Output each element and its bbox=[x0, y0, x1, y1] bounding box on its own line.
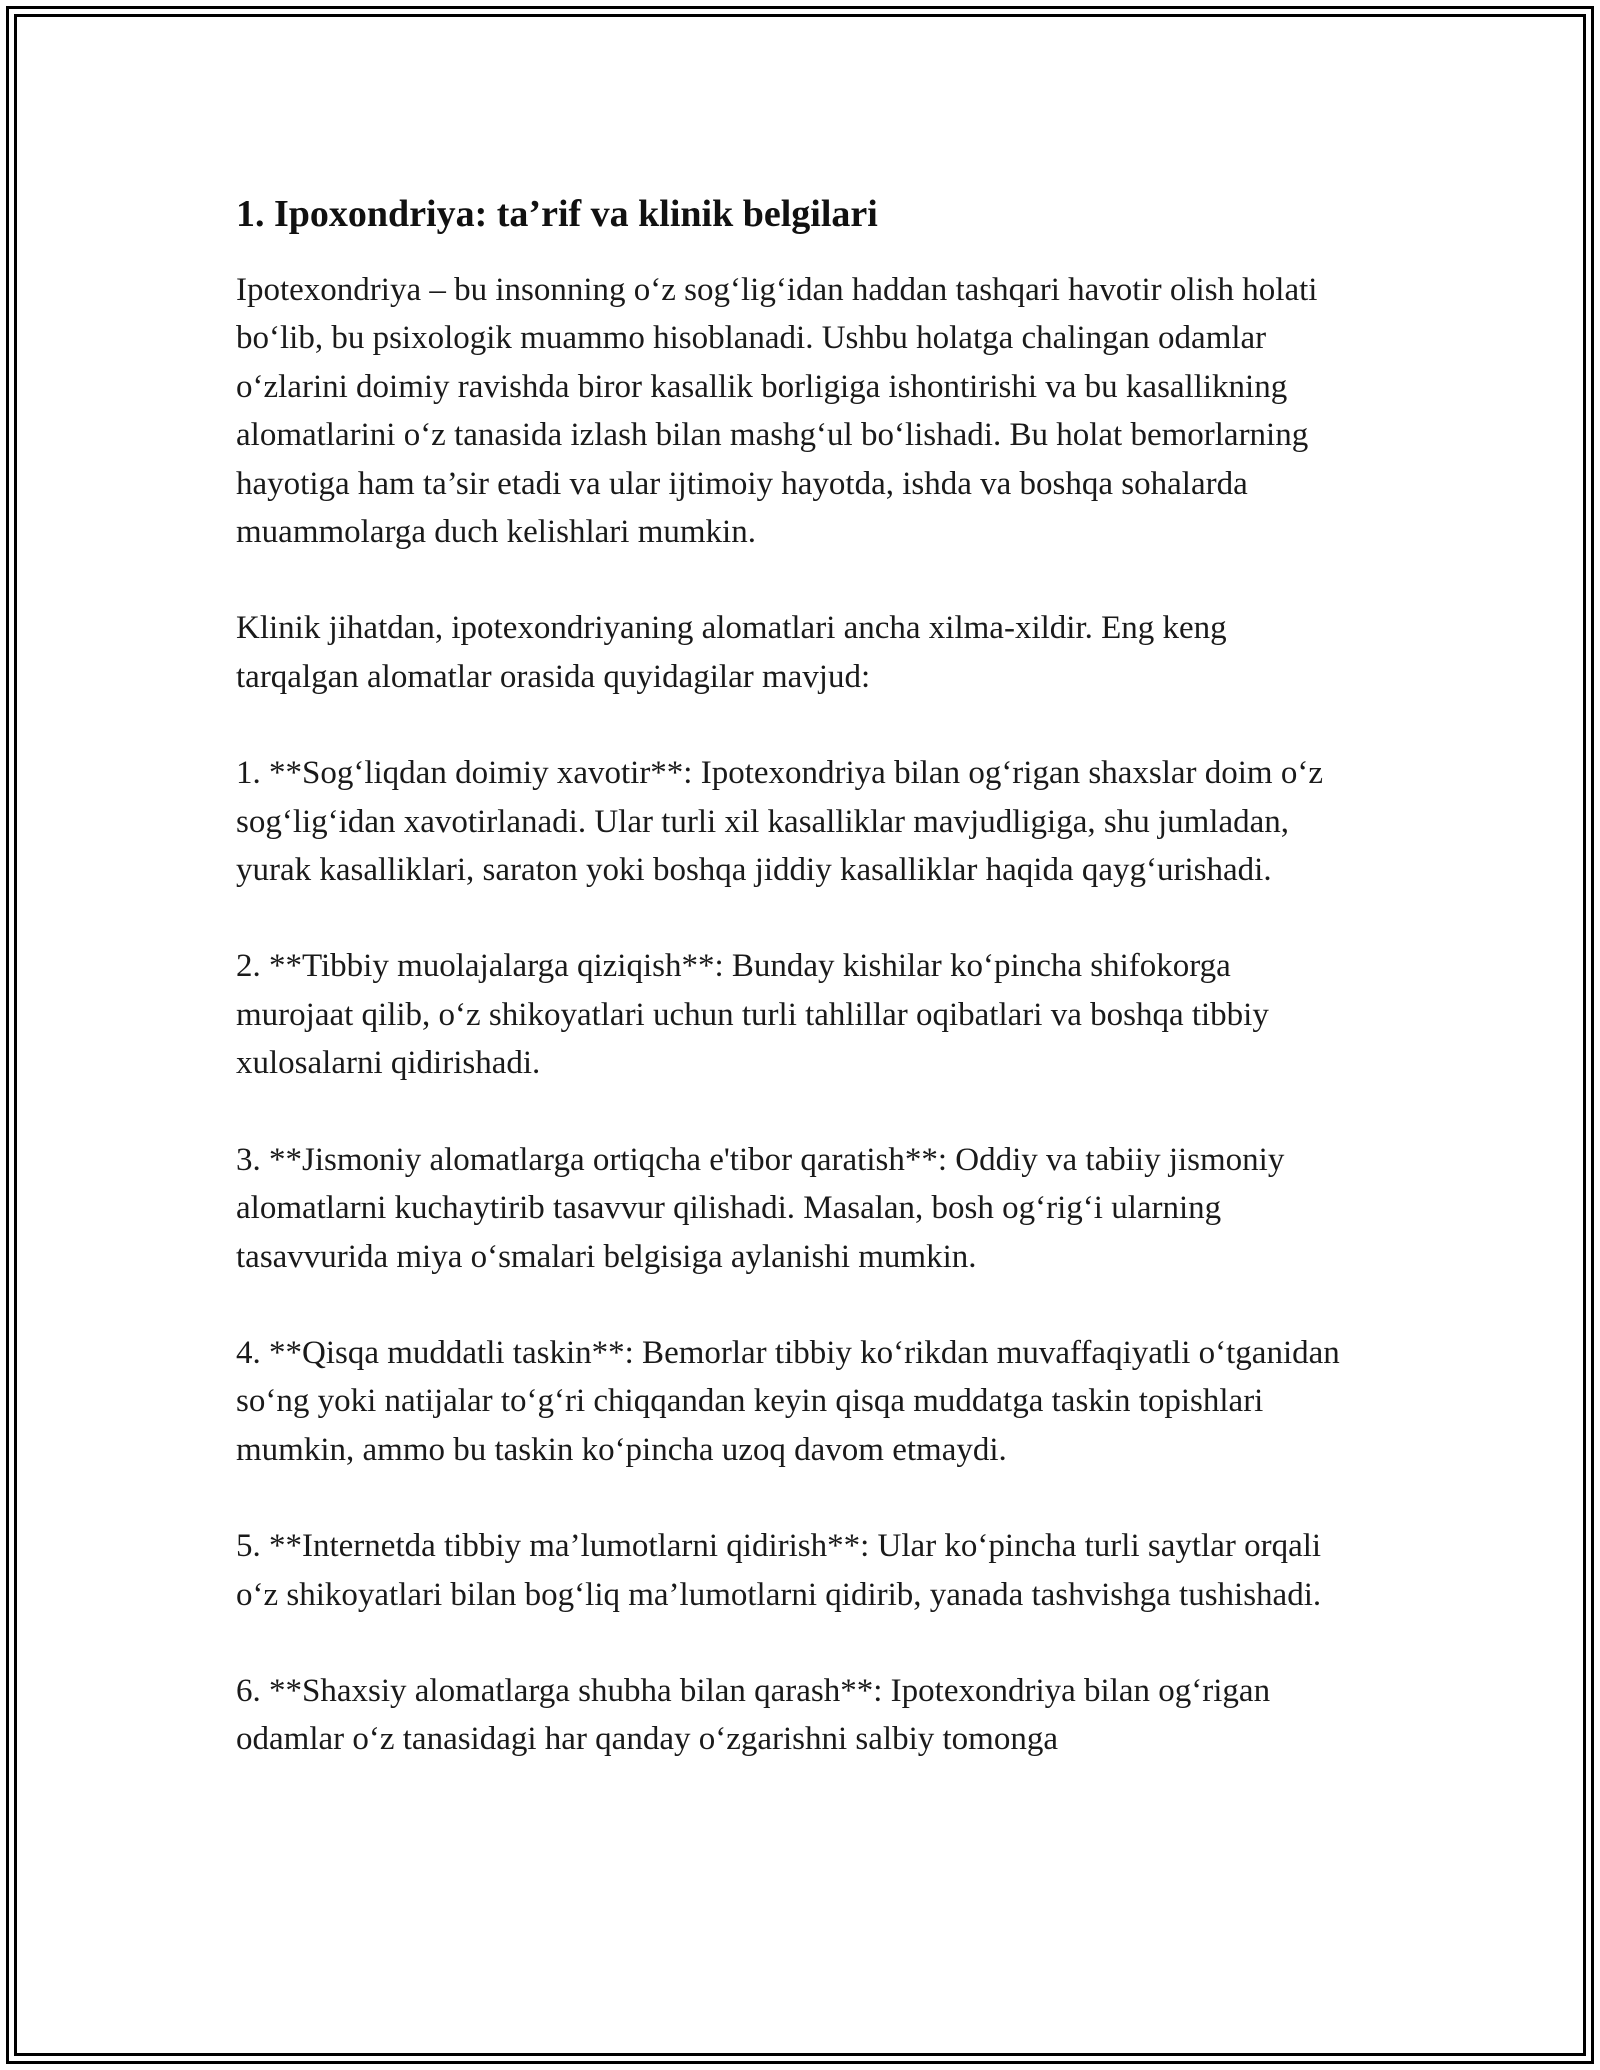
list-item-2: 2. **Tibbiy muolajalarga qiziqish**: Bunday kishilar ko‘pincha shifokorga murojaat qilib, o‘z shikoyatlari uchun turli tahlillar oqibatlari va boshqa tibbiy xulosalarni qidirishadi. bbox=[236, 948, 1269, 1082]
document-body bbox=[236, 186, 1356, 1812]
list-item-6: 6. **Shaxsiy alomatlarga shubha bilan qarash**: Ipotexondriya bilan og‘rigan odamlar o‘z tanasidagi har qanday o‘zgarishni salbiy tomonga bbox=[236, 1672, 1271, 1758]
list-item-5: 5. **Internetda tibbiy ma’lumotlarni qidirish**: Ular ko‘pincha turli saytlar orqali o‘z shikoyatlari bilan bog‘liq ma’lumotlarni qidirib, yanada tashvishga tushishadi. bbox=[236, 1528, 1322, 1613]
paragraph-clinical: Klinik jihatdan, ipotexondriyaning alomatlari ancha xilma-xildir. Eng keng tarqalgan alomatlar orasida quyidagilar mavjud: bbox=[236, 610, 1227, 695]
list-item-1: 1. **Sog‘liqdan doimiy xavotir**: Ipotexondriya bilan og‘rigan shaxslar doim o‘z sog‘lig‘idan xavotirlanadi. Ular turli xil kasalliklar mavjudligiga, shu jumladan, yurak kasalliklari, saraton yoki boshqa jiddiy kasalliklar haqida qayg‘urishadi. bbox=[236, 755, 1323, 889]
paragraph-intro: Ipotexondriya – bu insonning o‘z sog‘lig‘idan haddan tashqari havotir olish holati bo‘lib, bu psixologik muammo hisoblanadi. Ushbu holatga chalingan odamlar o‘zlarini doimiy ravishda biror kasallik borligiga ishontirishi va bu kasallikning alomatlarini o‘z tanasida izlash bilan mashg‘ul bo‘lishadi. Bu holat bemorlarning hayotiga ham ta’sir etadi va ular ijtimoiy hayotda, ishda va boshqa sohalarda muammolarga duch kelishlari mumkin. bbox=[236, 272, 1318, 551]
list-item-4: 4. **Qisqa muddatli taskin**: Bemorlar tibbiy ko‘rikdan muvaffaqiyatli o‘tganidan so‘ng yoki natijalar to‘g‘ri chiqqandan keyin qisqa muddatga taskin topishlari mumkin, ammo bu taskin ko‘pincha uzoq davom etmaydi. bbox=[236, 1334, 1340, 1468]
list-item-3: 3. **Jismoniy alomatlarga ortiqcha e'tibor qaratish**: Oddiy va tabiiy jismoniy alomatlarni kuchaytirib tasavvur qilishadi. Masalan, bosh og‘rig‘i ularning tasavvurida miya o‘smalari belgisiga aylanishi mumkin. bbox=[236, 1141, 1285, 1275]
section-heading: 1. Ipoxondriya: ta’rif va klinik belgilari bbox=[236, 193, 878, 235]
